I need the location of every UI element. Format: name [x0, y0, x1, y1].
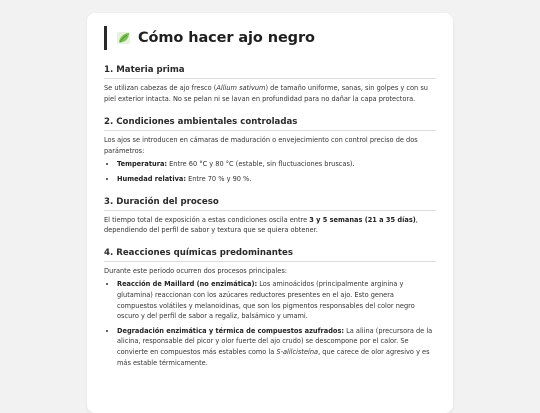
reactions-list: [104, 279, 436, 368]
list-item: • Reacción de Maillard (no enzimática): Los aminoácidos (principalmente arginina y glutamina) reaccionan con los azúcares reductores presentes en el ajo. Esto genera compuestos volátiles y melanoidinas, que son los pigmentos responsables del color negro oscuro y del perfil de sabor a regaliz, balsámico y umami.: [117, 279, 436, 321]
document-card: [87, 13, 453, 413]
title-text: Cómo hacer ajo negro: [138, 30, 315, 46]
list-item: • Humedad relativa: Entre 70 % y 90 %.: [117, 174, 436, 185]
list-item: • Temperatura: Entre 60 °C y 80 °C (estable, sin fluctuaciones bruscas).: [117, 159, 436, 170]
section-heading-duracion: 3. Duración del proceso: [104, 197, 436, 211]
section-heading-materia-prima: 1. Materia prima: [104, 65, 436, 79]
section-paragraph-condiciones: Los ajos se introducen en cámaras de maduración o envejecimiento con control preciso de dos parámetros:: [104, 136, 418, 155]
list-item: • Degradación enzimática y térmica de compuestos azufrados: La aliina (precursora de la alicina, responsable del picor y olor fuerte del ajo crudo) se descompone por el calor. Se convierte en compuestos más estables como la S-alilcisteína, que carece de olor agresivo y es más estable térmicamente.: [117, 326, 436, 368]
section-paragraph-materia-prima: Se utilizan cabezas de ajo fresco (Allium sativum) de tamaño uniforme, sanas, sin golpes y con su piel exterior intacta. No se pelan ni se lavan en profundidad para no dañar la capa protectora.: [104, 84, 428, 103]
section-heading-condiciones: 2. Condiciones ambientales controladas: [104, 117, 436, 131]
leaf-icon: [115, 29, 133, 47]
section-paragraph-duracion: El tiempo total de exposición a estas condiciones oscila entre 3 y 5 semanas (21 a 35 días), dependiendo del perfil de sabor y textura que se quiera obtener.: [104, 215, 418, 235]
section-heading-reacciones: 4. Reacciones químicas predominantes: [104, 248, 436, 262]
section-paragraph-reacciones: Durante este periodo ocurren dos procesos principales:: [104, 266, 287, 275]
page-title: [104, 26, 436, 50]
conditions-list: [104, 159, 436, 184]
